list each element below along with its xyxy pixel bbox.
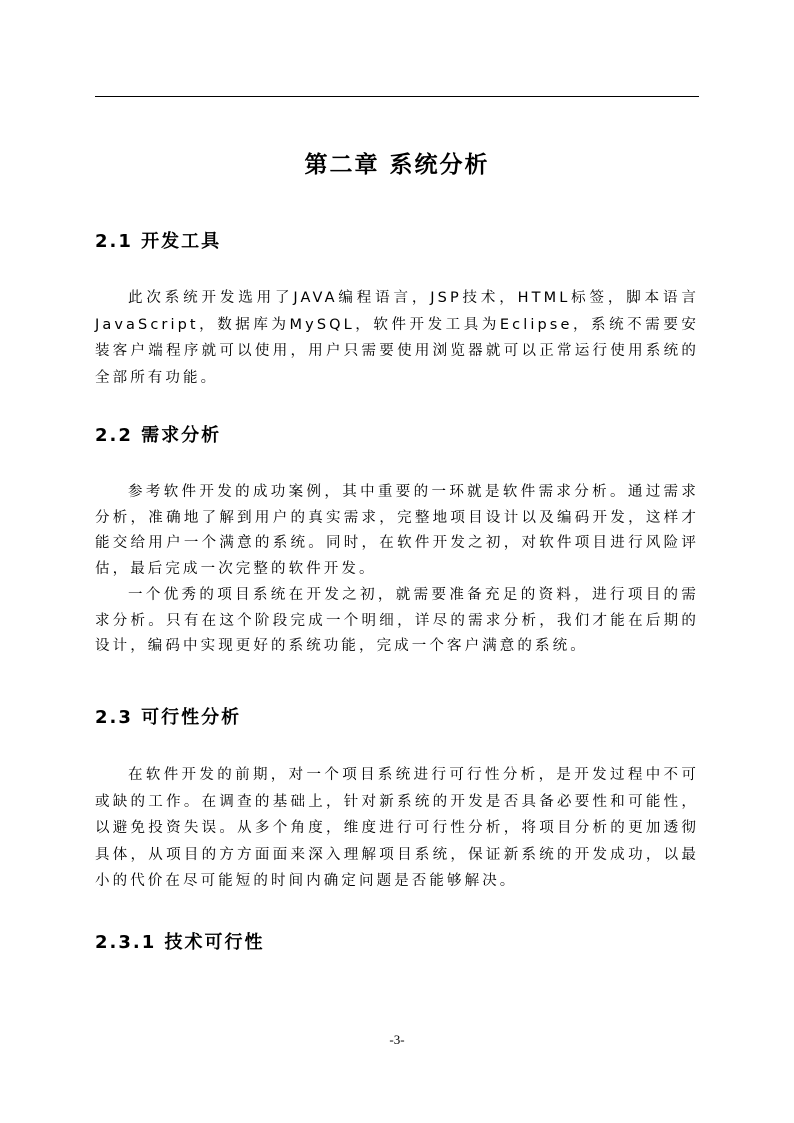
paragraph-requirements-2: 一个优秀的项目系统在开发之初，就需要准备充足的资料，进行项目的需求分析。只有在这个阶段完成一个明细，详尽的需求分析，我们才能在后期的设计，编码中实现更好的系统功能，完成一个客户满意的系统。 [95, 587, 699, 654]
chapter-title: 第二章 系统分析 [304, 152, 490, 178]
section-heading-2-3: 2.3 可行性分析 [95, 707, 242, 728]
section-heading-2-2: 2.2 需求分析 [95, 425, 222, 446]
section-heading-2-3-1: 2.3.1 技术可行性 [95, 932, 265, 953]
header-rule [95, 96, 699, 97]
paragraph-development-tools: 此次系统开发选用了JAVA编程语言，JSP技术，HTML标签，脚本语言JavaScript，数据库为MySQL，软件开发工具为Eclipse，系统不需要安装客户端程序就可以使用，用户只需要使用浏览器就可以正常运行使用系统的全部所有功能。 [95, 290, 699, 386]
paragraph-feasibility: 在软件开发的前期，对一个项目系统进行可行性分析，是开发过程中不可或缺的工作。在调查的基础上，针对新系统的开发是否具备必要性和可能性，以避免投资失误。从多个角度，维度进行可行性分析，将项目分析的更加透彻具体，从项目的方方面面来深入理解项目系统，保证新系统的开发成功，以最小的代价在尽可能短的时间内确定问题是否能够解决。 [95, 767, 699, 889]
page-number: -3- [389, 1032, 405, 1047]
section-heading-2-1: 2.1 开发工具 [95, 231, 222, 252]
paragraph-requirements-1: 参考软件开发的成功案例，其中重要的一环就是软件需求分析。通过需求分析，准确地了解到用户的真实需求，完整地项目设计以及编码开发，这样才能交给用户一个满意的系统。同时，在软件开发之初，对软件项目进行风险评估，最后完成一次完整的软件开发。 [95, 484, 699, 577]
